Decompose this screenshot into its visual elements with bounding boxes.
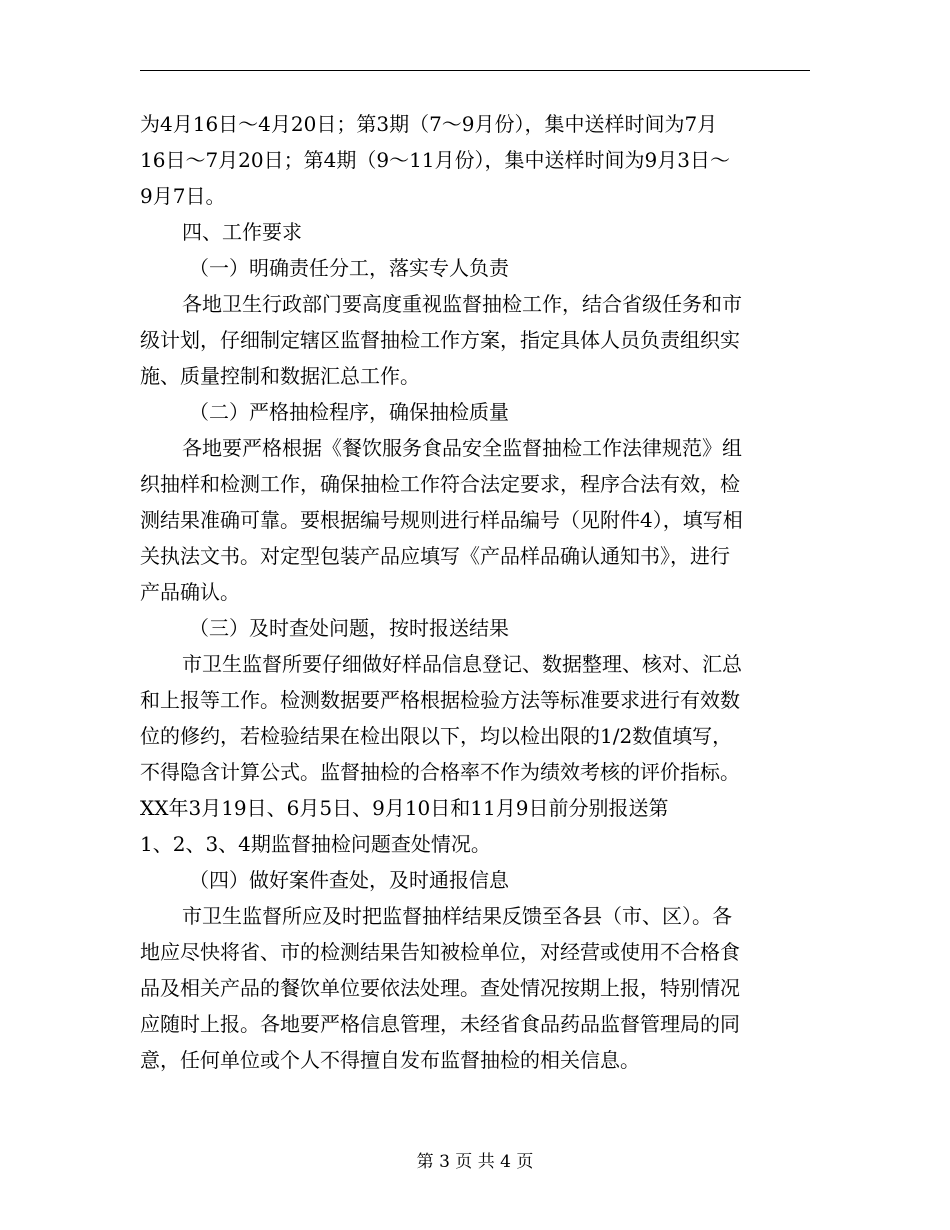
subsection-heading: （二）严格抽检程序，确保抽检质量 [189,400,509,424]
header-rule [140,70,810,71]
subsection-heading: （四）做好案件查处，及时通报信息 [189,868,509,892]
body-line: 应随时上报。各地要严格信息管理，未经省食品药品监督管理局的同 [140,1012,740,1036]
paragraph-first-line: 市卫生监督所应及时把监督抽样结果反馈至各县（市、区）。各 [182,904,732,928]
paragraph-first-line: 各地卫生行政部门要高度重视监督抽检工作，结合省级任务和市 [182,292,742,316]
body-line: 产品确认。 [140,580,240,604]
footer-current-page: 3 [439,1152,450,1172]
body-line: 织抽样和检测工作，确保抽检工作符合法定要求，程序合法有效，检 [140,472,740,496]
body-line: 和上报等工作。检测数据要严格根据检验方法等标准要求进行有效数 [140,688,740,712]
body-line: 不得隐含计算公式。监督抽检的合格率不作为绩效考核的评价指标。 [140,760,740,784]
body-line: 关执法文书。对定型包装产品应填写《产品样品确认通知书》，进行 [140,544,730,568]
body-line: 施、质量控制和数据汇总工作。 [140,364,420,388]
footer-prefix: 第 [416,1152,434,1172]
subsection-heading: （一）明确责任分工，落实专人负责 [189,256,509,280]
section-heading: 四、工作要求 [182,220,302,244]
body-line: 为4月16日～4月20日；第3期（7～9月份），集中送样时间为7月 [140,112,718,136]
body-line: 测结果准确可靠。要根据编号规则进行样品编号（见附件4），填写相 [140,508,743,532]
body-line: 位的修约，若检验结果在检出限以下，均以检出限的1/2数值填写， [140,724,733,748]
page-footer [0,1150,950,1174]
body-line: 9月7日。 [140,184,226,208]
body-line: 1、2、3、4期监督抽检问题查处情况。 [140,832,491,856]
body-line: 16日～7月20日；第4期（9～11月份），集中送样时间为9月3日～ [140,148,730,172]
footer-total-pages: 4 [500,1152,511,1172]
body-line: 级计划，仔细制定辖区监督抽检工作方案，指定具体人员负责组织实 [140,328,740,352]
document-body [140,106,820,1078]
subsection-heading: （三）及时查处问题，按时报送结果 [189,616,509,640]
paragraph-first-line: 市卫生监督所要仔细做好样品信息登记、数据整理、核对、汇总 [182,652,742,676]
body-line: 品及相关产品的餐饮单位要依法处理。查处情况按期上报，特别情况 [140,976,740,1000]
footer-middle: 页 共 [455,1152,495,1172]
body-line: 地应尽快将省、市的检测结果告知被检单位，对经营或使用不合格食 [140,940,740,964]
body-line: 意，任何单位或个人不得擅自发布监督抽检的相关信息。 [140,1048,640,1072]
paragraph-first-line: 各地要严格根据《餐饮服务食品安全监督抽检工作法律规范》组 [182,436,742,460]
footer-suffix: 页 [516,1152,534,1172]
body-line: XX年3月19日、6月5日、9月10日和11月9日前分别报送第 [140,796,669,820]
